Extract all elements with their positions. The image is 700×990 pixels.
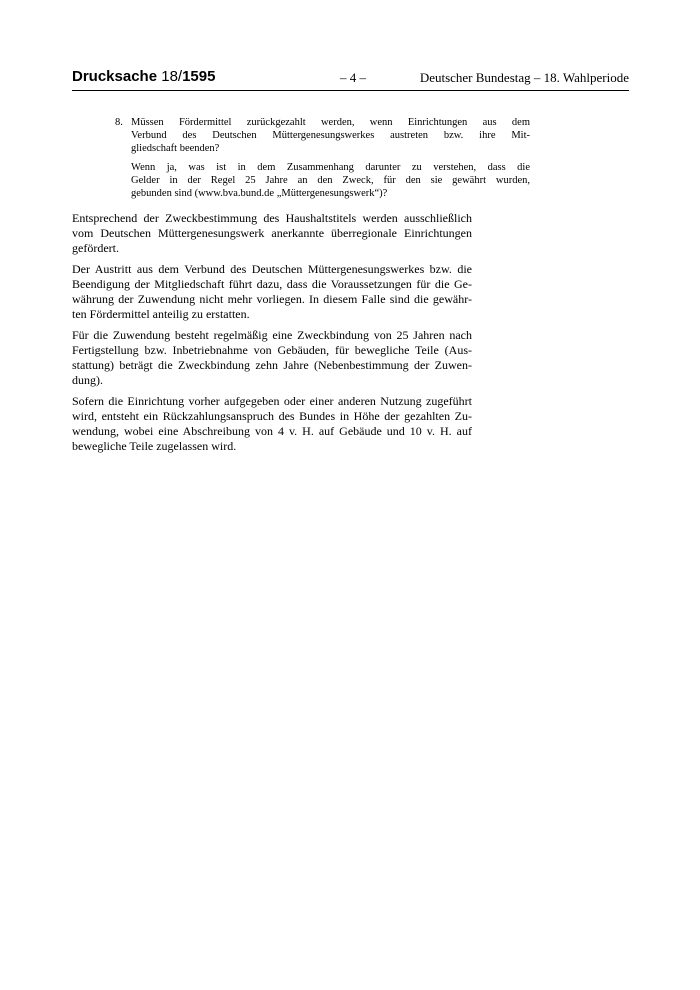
question-number: 8. (115, 117, 123, 128)
answer-line: ten Fördermittel anteilig zu erstatten. (72, 307, 250, 321)
answer-paragraph (72, 211, 472, 256)
document-label: Drucksache (72, 68, 158, 85)
answer-paragraph (72, 394, 472, 454)
answer-line: bewegliche Teile zugelassen wird. (72, 439, 237, 453)
question-sub-line: gebunden sind (www.bva.bund.de „Müttergenesungswerk“)? (131, 188, 388, 200)
answer-text (72, 211, 472, 460)
answer-line: Sofern die Einrichtung vorher aufgegeben oder einer anderen Nutzung zugeführt (72, 394, 472, 408)
question-line: Müssen Fördermittel zurückgezahlt werden, wenn Einrichtungen aus dem (131, 117, 530, 128)
answer-line: wird, entsteht ein Rückzahlungsanspruch des Bundes in Höhe der gezahlten Zu- (72, 409, 472, 423)
answer-line: dung). (72, 373, 103, 387)
question-subtext (131, 161, 530, 201)
answer-line: stattung) beträgt die Zweckbindung zehn Jahre (Nebenbestimmung der Zuwen- (72, 358, 472, 372)
answer-line: Fertigstellung bzw. Inbetriebnahme von Gebäuden, für bewegliche Teile (Aus- (72, 343, 472, 357)
document-number-prefix: 18/ (161, 68, 183, 85)
answer-line: gefördert. (72, 241, 119, 255)
document-number-value: 1595 (182, 68, 216, 85)
answer-line: Der Austritt aus dem Verbund des Deutschen Müttergenesungswerkes bzw. die (72, 262, 472, 276)
question-text (131, 116, 530, 156)
answer-paragraph (72, 262, 472, 322)
answer-line: Beendigung der Mitgliedschaft führt dazu, dass die Voraussetzungen für die Ge- (72, 277, 472, 291)
answer-paragraph (72, 328, 472, 388)
page-number: – 4 – (340, 70, 366, 85)
document-number (72, 68, 215, 85)
question-block (115, 116, 530, 200)
answer-line: Für die Zuwendung besteht regelmäßig eine Zweckbindung von 25 Jahren nach (72, 328, 472, 342)
answer-line: währung der Zuwendung nicht mehr vorliegen. In diesem Falle sind die gewähr- (72, 292, 472, 306)
answer-line: wendung, wobei eine Abschreibung von 4 v. H. auf Gebäude und 10 v. H. auf (72, 424, 472, 438)
question-sub-line: Gelder in der Regel 25 Jahre an den Zweck, für den sie gewährt wurden, (131, 174, 530, 186)
question-sub-line: Wenn ja, was ist in dem Zusammenhang darunter zu verstehen, dass die (131, 161, 530, 173)
question-line: gliedschaft beenden? (131, 143, 220, 155)
answer-line: vom Deutschen Müttergenesungswerk anerkannte überregionale Einrichtungen (72, 226, 472, 240)
page-header (72, 66, 629, 91)
answer-line: Entsprechend der Zweckbestimmung des Haushaltstitels werden ausschließlich (72, 211, 472, 225)
question-line: Verbund des Deutschen Müttergenesungswerkes austreten bzw. ihre Mit- (131, 130, 530, 142)
parliament-label: Deutscher Bundestag – 18. Wahlperiode (419, 70, 629, 85)
